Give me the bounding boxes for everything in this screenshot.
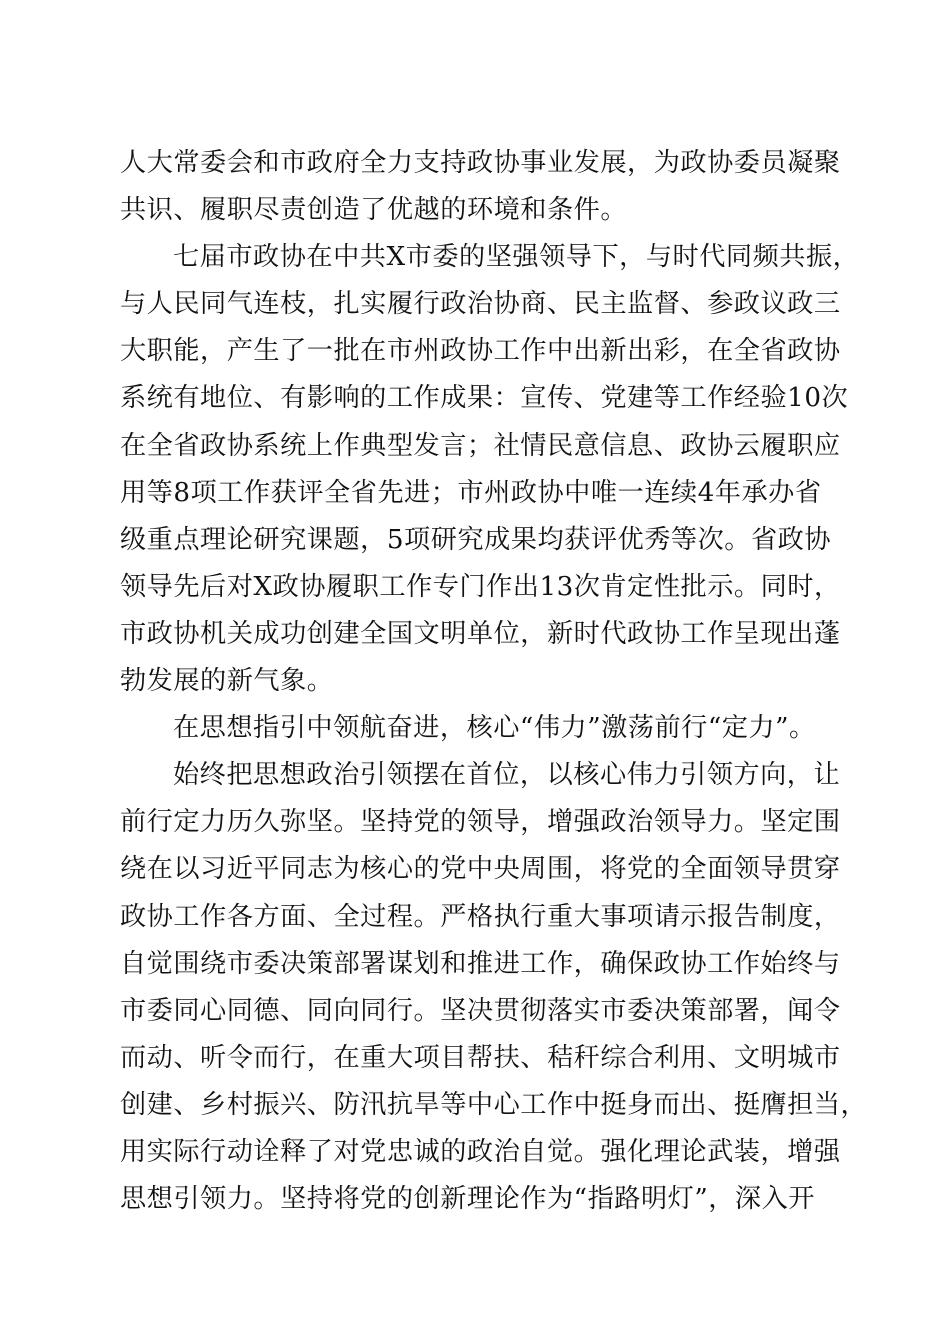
text-line: 市委同心同德、同向同行。坚决贯彻落实市委决策部署，闻令 <box>120 995 841 1026</box>
section-heading: 在思想指引中领航奋进，核心“伟力”激荡前行“定力”。 <box>173 713 816 744</box>
text-line: 创建、乡村振兴、防汛抗旱等中心工作中挺身而出、挺膺担当， <box>120 1089 868 1120</box>
text-line: 政协工作各方面、全过程。严格执行重大事项请示报告制度， <box>120 901 841 932</box>
text-line: 勃发展的新气象。 <box>120 666 334 697</box>
text-line: 而动、听令而行，在重大项目帮扶、秸秆综合利用、文明城市 <box>120 1042 841 1073</box>
text-line: 用等8项工作获评全省先进；市州政协中唯一连续4年承办省 <box>120 477 822 508</box>
paragraph-first-line: 始终把思想政治引领摆在首位，以核心伟力引领方向，让 <box>173 760 841 791</box>
text-line: 自觉围绕市委决策部署谋划和推进工作，确保政协工作始终与 <box>120 948 841 979</box>
text-line: 与人民同气连枝，扎实履行政治协商、民主监督、参政议政三 <box>120 289 841 320</box>
body-text <box>120 140 868 1223</box>
text-line: 系统有地位、有影响的工作成果：宣传、党建等工作经验10次 <box>120 383 849 414</box>
text-line: 前行定力历久弥坚。坚持党的领导，增强政治领导力。坚定围 <box>120 807 841 838</box>
text-line: 在全省政协系统上作典型发言；社情民意信息、政协云履职应 <box>120 430 841 461</box>
text-line: 共识、履职尽责创造了优越的环境和条件。 <box>120 195 628 226</box>
text-line: 领导先后对X政协履职工作专门作出13次肯定性批示。同时， <box>120 571 841 602</box>
text-line: 思想引领力。坚持将党的创新理论作为“指路明灯”，深入开 <box>120 1184 815 1215</box>
text-line: 用实际行动诠释了对党忠诚的政治自觉。强化理论武装，增强 <box>120 1136 841 1167</box>
text-line: 绕在以习近平同志为核心的党中央周围，将党的全面领导贯穿 <box>120 854 841 885</box>
text-line: 大职能，产生了一批在市州政协工作中出新出彩，在全省政协 <box>120 336 841 367</box>
paragraph-first-line: 七届市政协在中共X市委的坚强领导下，与时代同频共振， <box>173 242 860 273</box>
text-line: 人大常委会和市政府全力支持政协事业发展，为政协委员凝聚 <box>120 148 841 178</box>
text-line: 市政协机关成功创建全国文明单位，新时代政协工作呈现出蓬 <box>120 618 841 649</box>
text-line: 级重点理论研究课题，5项研究成果均获评优秀等次。省政协 <box>120 524 832 555</box>
